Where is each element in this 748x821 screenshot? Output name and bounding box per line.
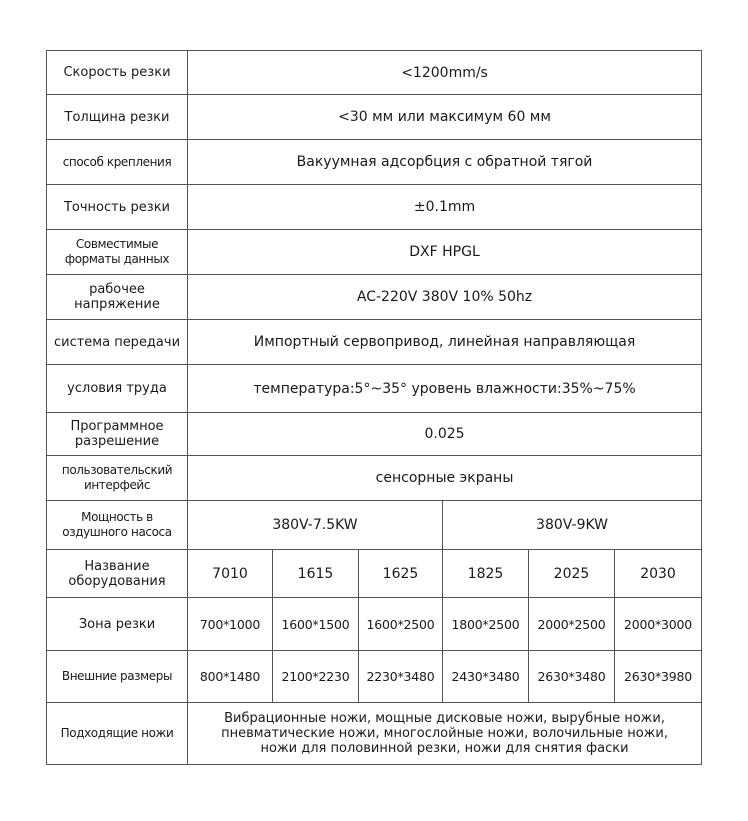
blades-line: ножи для половинной резки, ножи для снятия фаски <box>260 741 629 756</box>
external-size-value: 2100*2230 <box>273 651 359 703</box>
cutting-area-value: 2000*3000 <box>615 598 702 651</box>
voltage-label: рабочее напряжение <box>47 275 188 320</box>
working-conditions-value: температура:5°~35° уровень влажности:35%~75% <box>188 365 702 413</box>
cutting-area-value: 1600*2500 <box>359 598 443 651</box>
cutting-area-value: 2000*2500 <box>529 598 615 651</box>
models-label: Название оборудования <box>47 550 188 598</box>
row-transmission <box>47 320 702 365</box>
model-name: 1625 <box>359 550 443 598</box>
model-name: 1825 <box>443 550 529 598</box>
row-blades <box>47 703 702 765</box>
row-cutting-area <box>47 598 702 651</box>
cutting-thickness-label: Толщина резки <box>47 95 188 140</box>
fixing-method-value: Вакуумная адсорбция с обратной тягой <box>188 140 702 185</box>
row-fixing-method <box>47 140 702 185</box>
row-resolution <box>47 413 702 456</box>
cutting-area-value: 1800*2500 <box>443 598 529 651</box>
row-user-interface <box>47 456 702 501</box>
spec-table <box>46 50 702 765</box>
transmission-value: Импортный сервопривод, линейная направляющая <box>188 320 702 365</box>
model-name: 2030 <box>615 550 702 598</box>
model-name: 2025 <box>529 550 615 598</box>
external-size-label: Внешние размеры <box>47 651 188 703</box>
blades-line: пневматические ножи, многослойные ножи, волочильные ножи, <box>221 726 668 741</box>
cutting-accuracy-label: Точность резки <box>47 185 188 230</box>
fixing-method-label: способ крепления <box>47 140 188 185</box>
user-interface-label: пользовательский интерфейс <box>47 456 188 501</box>
voltage-value: AC-220V 380V 10% 50hz <box>188 275 702 320</box>
data-formats-value: DXF HPGL <box>188 230 702 275</box>
cutting-area-value: 1600*1500 <box>273 598 359 651</box>
external-size-value: 2230*3480 <box>359 651 443 703</box>
row-data-formats <box>47 230 702 275</box>
blades-line: Вибрационные ножи, мощные дисковые ножи, вырубные ножи, <box>224 711 665 726</box>
cutting-area-label: Зона резки <box>47 598 188 651</box>
blades-label: Подходящие ножи <box>47 703 188 765</box>
model-name: 1615 <box>273 550 359 598</box>
user-interface-value: сенсорные экраны <box>188 456 702 501</box>
row-pump-power <box>47 501 702 550</box>
cutting-thickness-value: <30 мм или максимум 60 мм <box>188 95 702 140</box>
cutting-accuracy-value: ±0.1mm <box>188 185 702 230</box>
cutting-area-value: 700*1000 <box>188 598 273 651</box>
pump-power-value: 380V-7.5KW <box>188 501 443 550</box>
data-formats-label: Совместимые форматы данных <box>47 230 188 275</box>
row-models <box>47 550 702 598</box>
model-name: 7010 <box>188 550 273 598</box>
external-size-value: 2630*3980 <box>615 651 702 703</box>
row-cutting-speed <box>47 51 702 95</box>
resolution-value: 0.025 <box>188 413 702 456</box>
working-conditions-label: условия труда <box>47 365 188 413</box>
pump-power-label: Мощность в оздушного насоса <box>47 501 188 550</box>
row-external-size <box>47 651 702 703</box>
pump-power-value: 380V-9KW <box>443 501 702 550</box>
external-size-value: 800*1480 <box>188 651 273 703</box>
cutting-speed-label: Скорость резки <box>47 51 188 95</box>
row-cutting-thickness <box>47 95 702 140</box>
row-voltage <box>47 275 702 320</box>
external-size-value: 2430*3480 <box>443 651 529 703</box>
external-size-value: 2630*3480 <box>529 651 615 703</box>
cutting-speed-value: <1200mm/s <box>188 51 702 95</box>
transmission-label: система передачи <box>47 320 188 365</box>
row-cutting-accuracy <box>47 185 702 230</box>
row-working-conditions <box>47 365 702 413</box>
blades-value <box>188 703 702 765</box>
resolution-label: Программное разрешение <box>47 413 188 456</box>
